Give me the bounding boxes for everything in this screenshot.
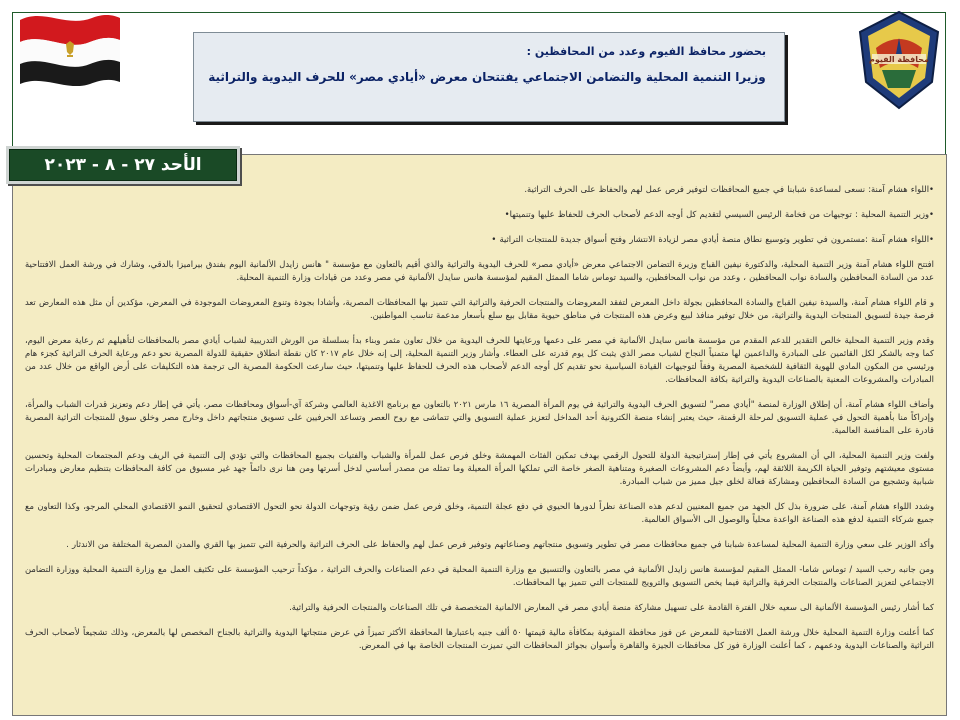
date-text: الأحد ٢٧ - ٨ - ٢٠٢٣: [44, 155, 202, 175]
article-paragraph: و قام اللواء هشام آمنة، والسيدة نيفين القباج والسادة المحافظين بجولة داخل المعرض لتفقد المعروضات والمنتجات الحرفية والتراثية التي تتميز بها المحافظات المصرية، وأشادا بجودة وتنوع المعروضات الموجودة في المعرض، مؤكدين أن مثل هذه المعارض تعد فرصة جيدة لتسويق المنتجات اليدوية والتراثية، من خلال توفير منافذ لبيع وعرض هذه المنتجات في مناطق حيوية مقابل بيع سلع بأسعار مدعمة تناسب المواطنين.: [25, 297, 934, 321]
article-body: [12, 154, 947, 716]
article-paragraph: كما أشار رئيس المؤسسة الألمانية الى سعيه خلال الفترة القادمة على تسهيل مشاركة منصة أيادي مصر في المعارض الالمانية المتخصصة في تلك الصناعات والمنتجات الحرفية والتراثية.: [289, 602, 934, 613]
article-paragraph: كما أعلنت وزارة التنمية المحلية خلال ورشة العمل الافتتاحية للمعرض عن فوز محافظة المنوفية بمكافأة مالية قيمتها ٥٠ ألف جنيه باعتبارها المحافظة الأكثر تميزاً في عرض منتجاتها اليدوية والتراثية بالجناح المخصص لها بالمعرض، وذلك تشجيعاً لأصحاب الحرف التراثية والصناعات اليدوية ودعمهم ، كما أعلنت الوزارة فوز كل محافظات الجيزة والقاهرة وأسوان بجوائز المحافظات التي تميزت المنتجات الخاصة بها في المعرض.: [25, 627, 934, 651]
fayoum-governorate-logo-icon: [852, 8, 946, 116]
article-paragraph: وأضاف اللواء هشام آمنة، أن إطلاق الوزارة لمنصة "أيادي مصر" لتسويق الحرف اليدوية والتراثية في يوم المرأة المصرية ١٦ مارس ٢٠٢١ بالتعاون مع برنامج الاغذية العالمي وشركة آي-أسواق ومحافظات مصر، يأتي في إطار دعم وتعزيز قدرات الشباب والمرأة، وإدراكاً منا بأهمية التحول في عملية التسويق لمرحلة الرقمنة، حيث يعتبر إنشاء منصة الكترونية أحد المداخل لتعزيز عملية التسويق والتي تتماشى مع روح العصر وتساعد الحرفيين على تسويق منتجاتهم داخل وخارج مصر وخلق سوق للمنتجات التراثية المصرية قادرة على المنافسة العالمية.: [25, 399, 934, 436]
article-paragraph: وأكد الوزير على سعي وزارة التنمية المحلية لمساعدة شبابنا في جميع محافظات مصر في تطوير وتسويق منتجاتهم وصناعاتهم وتوفير فرص عمل لهم والحفاظ على الحرف التراثية والحرفية التي تتميز بها القري والمدن المصرية المختلفة من الاندثار .: [66, 539, 934, 550]
headline-subtitle: بحضور محافظ الفيوم وعدد من المحافظين :: [526, 45, 766, 58]
article-paragraph: ولفت وزير التنمية المحلية، الي أن المشروع يأتي في إطار إستراتيجية الدولة للتحول الرقمي بهدف تمكين الفئات المهمشة وخلق فرص عمل للمرأة والشباب والفتيات بجميع المحافظات والتي تؤدي إلى التنمية في الريف ودعم المجتمعات المحلية وتحسين مستوى معيشتهم وتوفير الحياة الكريمة اللائقة لهم، وأيضاً دعم المشروعات الصغيرة ومتناهية الصغر خاصة التي تملكها المرأة المعيلة وما تمثله من مصدر أساسي لدخل أسرتها ومن هنا نرى دائماً جهد غير مسبوق من كافة المحافظات بتنظيم معارض ومبادرات شبابية وتشجيع من السادة المحافظين ومشاركة فعالة لخلق جيل مميز من شباب المبادرة.: [25, 450, 934, 487]
headline-title: وزيرا التنمية المحلية والتضامن الاجتماعي يفتتحان معرض «أيادي مصر» للحرف اليدوية والتراثية: [208, 70, 766, 84]
article-paragraph: افتتح اللواء هشام آمنة وزير التنمية المحلية، والدكتورة نيفين القباج وزيرة التضامن الاجتماعي معرض «أيادي مصر» للحرف اليدوية والتراثية والذي أقيم بالتعاون مع مؤسسة " هانس زايدل الألمانية اليوم بفندق بيراميزا بالدقي، وشارك في ورشة العمل الافتتاحية عدد من السادة المحافظين والسادة نواب المحافظين ، وعدد من نواب المحافظين، والسيد توماس شاما الممثل المقيم لمؤسسة هانس سايدل الألمانية في مصر وعدد من قيادات وزارة التنمية المحلية.: [25, 259, 934, 283]
headline-box: [193, 32, 785, 122]
article-paragraph: •وزير التنمية المحلية : توجيهات من فخامة الرئيس السيسي لتقديم كل أوجه الدعم لأصحاب الحرف للحفاظ عليها وتنميتها•: [504, 209, 934, 220]
article-paragraph: •اللواء هشام آمنة :مستمرون في تطوير وتوسيع نطاق منصة أيادي مصر لزيادة الانتشار وفتح أسواق جديدة للمنتجات التراثية •: [491, 234, 934, 245]
egypt-flag-icon: [14, 6, 122, 86]
article-paragraph: وقدم وزير التنمية المحلية خالص التقدير للدعم المقدم من مؤسسة هانس سايدل الألمانية في مصر على دعمها ورعايتها للحرف اليدوية من خلال تعاون مثمر وبناء بدأ بسلسلة من الورش التدريبية لشباب أيادي مصر بالمحافظات لتأهيلهم ثم رعاية معرض اليوم، كما وجه بالشكر لكل القائمين على المبادرة والداعمين لها متمنياً النجاح لشباب مصر الذي يثبت كل يوم قدرته على العطاء. وأشار وزير التنمية المحلية، إلى إنه خلال عام ٢٠١٧ كان نقطة انطلاق حقيقية للدولة المصرية نحو دعم ورعاية الحرف التراثية كجزء هام ورئيسي من المكون المادي للهوية الثقافية للشخصية المصرية وفقاً لتوجيهات القيادة السياسية نحو تقديم كل أوجه الدعم لأصحاب هذه الحرف للحفاظ عليها وتنميتها، حيث سارعت الحكومة المصرية الى ترجمة هذه التكليفات على أرض الواقع من خلال عدد من المبادرات والمشروعات المعنية بالصناعات اليدوية والتراثية بكافة المحافظات.: [25, 335, 934, 385]
article-paragraph: ومن جانبه رحب السيد / توماس شاما- الممثل المقيم لمؤسسة هانس زايدل الألمانية في مصر بالتعاون والتنسيق مع وزارة التنمية المحلية في دعم الصناعات والحرف التراثية ، مؤكداً ترحيب المؤسسة على تكثيف العمل مع وزارة التنمية المحلية ووزارة التضامن الاجتماعي لتعزيز الصناعات والمنتجات الحرفية والتراثية فيما يخص التسويق والترويج للمنتجات التي تتميز بها المحافظات.: [25, 564, 934, 588]
logo-text: محافظة الفيوم: [868, 55, 930, 64]
date-badge: [6, 146, 240, 184]
article-paragraph: وشدد اللواء هشام آمنة، على ضرورة بذل كل الجهد من جميع المعنيين لدعم هذه الصناعة نظراً لدورها الحيوي في دفع عجلة التنمية، وخلق فرص عمل ضمن رؤية وتوجهات الدولة نحو التحول الاقتصادي لتحقيق النمو الاقتصادي المحلي المرجو، وكذا التعاون مع جميع شركاء التنمية لدفع هذه الصناعة الواعدة محلياً والوصول الى الأسواق العالمية.: [25, 501, 934, 525]
article-paragraph: •اللواء هشام آمنة: نسعى لمساعدة شبابنا في جميع المحافظات لتوفير فرص عمل لهم والحفاظ على الحرف التراثية.: [524, 184, 934, 194]
